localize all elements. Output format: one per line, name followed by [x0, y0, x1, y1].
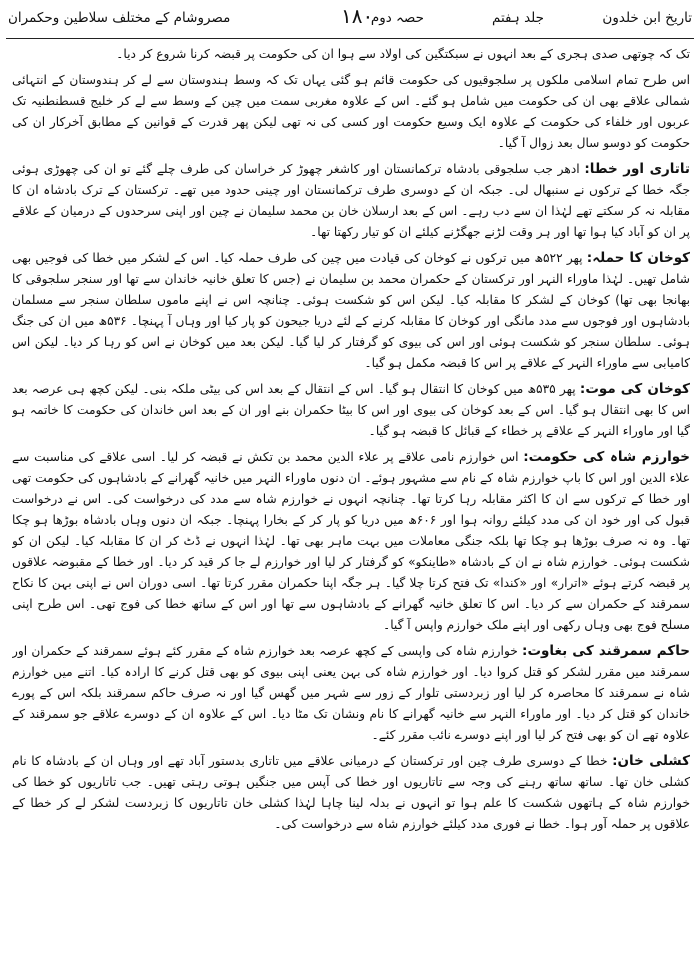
page-header — [6, 4, 694, 39]
section-kushli-khan — [12, 751, 690, 835]
section-body: خطا کے دوسری طرف چین اور ترکستان کے درمیانی علاقے میں تاتاری بدستور آباد تھے اور وہاں ان کے بادشاہ کا نام کشلی خان تھا۔ ساتھ ساتھ رہنے کی وجہ سے تاتاریوں اور خطا کی آپس میں جنگیں ہوتی رہتی تھیں۔ جب تاتاریوں کو خطا کی خوارزم شاہ کے ہاتھوں شکست کا علم ہوا تو انہوں نے بدلہ لینا چاہا لہٰذا کشلی خان تاتاریوں کا زبردست لشکر لے کر خطا کے علاقوں پر حملہ آور ہوا۔ خطا نے فوری مدد کیلئے خوارزم شاہ سے درخواست کی۔ — [12, 754, 690, 831]
intro-text-1: تک کہ چوتھی صدی ہجری کے بعد انہوں نے سبکتگین کی اولاد سے ہوا ان کی حکومت پر قبضہ کرنا شروع کر دیا۔ — [116, 47, 690, 61]
section-samarqand-revolt — [12, 641, 690, 746]
section-heading: کوخان کا حملہ: — [586, 250, 690, 266]
section-heading: خوارزم شاہ کی حکومت: — [523, 449, 690, 465]
volume-label: جلد ہفتم — [492, 10, 544, 26]
section-heading: تاتاری اور خطا: — [584, 161, 690, 177]
section-heading: حاکم سمرقند کی بغاوت: — [522, 643, 690, 659]
section-kokhan-death — [12, 379, 690, 442]
section-tatari-khata — [12, 159, 690, 243]
section-heading: کشلی خان: — [612, 753, 690, 769]
section-body: اس خوارزم نامی علاقے پر علاء الدین محمد بن تکش نے قبضہ کر لیا۔ اسی علاقے کی مناسبت سے علاء الدین اور اس کا باپ خوارزم شاہ کے نام سے مشہور ہوئے۔ ان دنوں ماوراء النہر میں خانیہ گھرانے کے بادشاہوں کی حکومت تھی اور خطا کے ترکوں سے ان کا اکثر مقابلہ رہا کرتا تھا۔ چنانچہ انہوں نے خوارزم شاہ سے مدد کی درخواست کی۔ اس نے درخواست قبول کی اور خود ان کی مدد کیلئے روانہ ہوا اور ۶۰۶ھ میں دریا کو پار کر کے بخارا پہنچا۔ جبکہ ان دنوں وہاں بادشاہ بوڑھا ہو چکا تھا۔ وہ نہ صرف بوڑھا ہو چکا تھا بلکہ جنگی معاملات میں بہت ماہر بھی تھا۔ لہٰذا انہوں نے ڈٹ کر ان کا مقابلہ کیا۔ لیکن ان کو شکست ہوئی۔ خوارزم شاہ نے ان کے بادشاہ «طاینکو» کو گرفتار کر لیا اور خوارزم لے جا کر قید کر دیا۔ اور خطا کے مقبوضہ علاقوں پر قبضہ کرتے ہوئے «اترار» اور «کندا» تک فتح کرتا چلا گیا۔ ہر جگہ اپنا حکمران مقرر کرتا تھا۔ اسی دوران اس نے اپنی بہن کا نکاح سمرقند کے حکمران سے کر دیا۔ اس کا تعلق خانیہ گھرانے کے بادشاہوں سے تھا اور اس کے ساتھ خطا کی فوج تھی۔ اس طرح اپنی مسلح فوج بھی وہاں رکھی اور اپنے ملک خوارزم واپس آ گیا۔ — [12, 450, 690, 632]
running-topic: مصروشام کے مختلف سلاطین وحکمران — [8, 10, 231, 26]
section-body: پھر ۵۲۲ھ میں ترکوں نے کوخان کی قیادت میں چین کی طرف حملہ کیا۔ اس کے لشکر میں خطا کی فوجیں بھی شامل تھیں۔ لہٰذا ماوراء النہر اور ترکستان کے حکمران محمد بن سلیمان نے (جس کا تعلق خانیہ خاندان سے تھا اور سنجر سلجوقی کا بھانجا بھی تھا) کوخان کے لشکر کا مقابلہ کیا۔ لیکن اس کو شکست ہوئی۔ چنانچہ اس نے اپنے ماموں سلطان سنجر سے مسلمان بادشاہوں اور فوجوں سے مدد مانگی اور کوخان کا مقابلہ کرنے کے لئے دریا جیحون کو پار کیا اور وہاں آ پہنچا۔ ۵۳۶ھ میں ان کی جنگ ہوئی۔ سلطان سنجر کو شکست ہوئی اور اس کی بیوی کو گرفتار کر لیا گیا۔ لیکن بعد میں کوخان نے اس کو رہا کر دیا۔ لیکن اس کامیابی سے ماوراء النہر کے علاقے پر اس کا قبضہ مکمل ہو گیا۔ — [12, 251, 690, 370]
intro-text-2: اس طرح تمام اسلامی ملکوں پر سلجوقیوں کی حکومت قائم ہو گئی یہاں تک کہ وسط ہندوستان سے لے کر ہندوستان کے انتہائی شمالی علاقے بھی ان کی حکومت میں شامل ہو گئے۔ اس کے علاوہ مغربی سمت میں چین کے وسط سے لے کر خلیج قسطنطنیہ تک عربوں اور خلفاء کی حکومت کے علاوہ ایک وسیع حکومت اور کسی کی نہ تھی لیکن پھر قدرت کے قوانین کے مطابق آخرکار ان کی حکومت کو دوسو سال بعد زوال آ گیا۔ — [12, 73, 690, 150]
section-body: پھر ۵۳۵ھ میں کوخان کا انتقال ہو گیا۔ اس کے انتقال کے بعد اس کی بیٹی ملکہ بنی۔ لیکن کچھ ہی عرصہ بعد اس کا بھی انتقال ہو گیا۔ اس کے بعد کوخان کی بیوی اور اس کا بیٹا حکمران بنے اور ان کے بعد اس خاندان کی حکومت کا خاتمہ ہو گیا اور ماوراء النہر کے علاقے پر خطاء کے قبائل کا قبضہ ہو گیا۔ — [12, 382, 690, 438]
section-kokhan-attack — [12, 248, 690, 374]
page-number: ۱۸۰ — [341, 4, 374, 28]
section-khwarazm-rule — [12, 447, 690, 636]
intro-paragraph — [12, 70, 690, 154]
page-content — [12, 44, 690, 971]
book-title: تاریخ ابن خلدون — [602, 10, 692, 26]
part-label: حصہ دوم — [370, 10, 424, 26]
section-body: ادھر جب سلجوقی بادشاہ ترکمانستان اور کاشغر چھوڑ کر خراسان کی طرف چلے گئے تو ان کی چھوڑی ہوئی جگہ خطا کے ترکوں نے سنبھال لی۔ جبکہ ان کے دوسری طرف ترکمانستان اور چینی حدود میں تھے۔ ترکستان کے ترک بادشاہ ان کا مقابلہ نہ کر سکتے تھے لہٰذا ان سے دب رہے۔ اس کے بعد ارسلان خان بن محمد سلیمان نے چین اور اپنی سرحدوں کے درمیان کے علاقے پر ان کو آباد کیا ہوا تھا اور ہر وقت لڑنے جھگڑنے کیلئے ان کو تیار رکھتا تھا۔ — [12, 162, 690, 239]
intro-paragraph — [12, 44, 690, 65]
section-heading: کوخان کی موت: — [579, 381, 690, 397]
section-body: خوارزم شاہ کی واپسی کے کچھ عرصہ بعد خوارزم شاہ کے مقرر کئے ہوئے سمرقند کے حکمران اور سمرقند میں مقرر لشکر کو قتل کروا دیا۔ اور خوارزم شاہ کی بہن یعنی اپنی بیوی کو بھی قتل کرنے کا ارادہ کیا۔ اتنے میں خوارزم شاہ نے سمرقند کا محاصرہ کر لیا اور زبردستی تلوار کے زور سے شہر میں گھس گیا اور نہ صرف حاکم سمرقند بلکہ اس کے پورے خاندان کو قتل کر دیا۔ اور ماوراء النہر سے خانیہ گھرانے کا نام ونشان تک مٹا دیا۔ اس کے علاوہ ان کے دوسرے علاقے جو سمرقند کے علاوہ تھے ان کو بھی فتح کر لیا اور اپنے دوسرے نائب مقرر کئے۔ — [12, 644, 690, 742]
